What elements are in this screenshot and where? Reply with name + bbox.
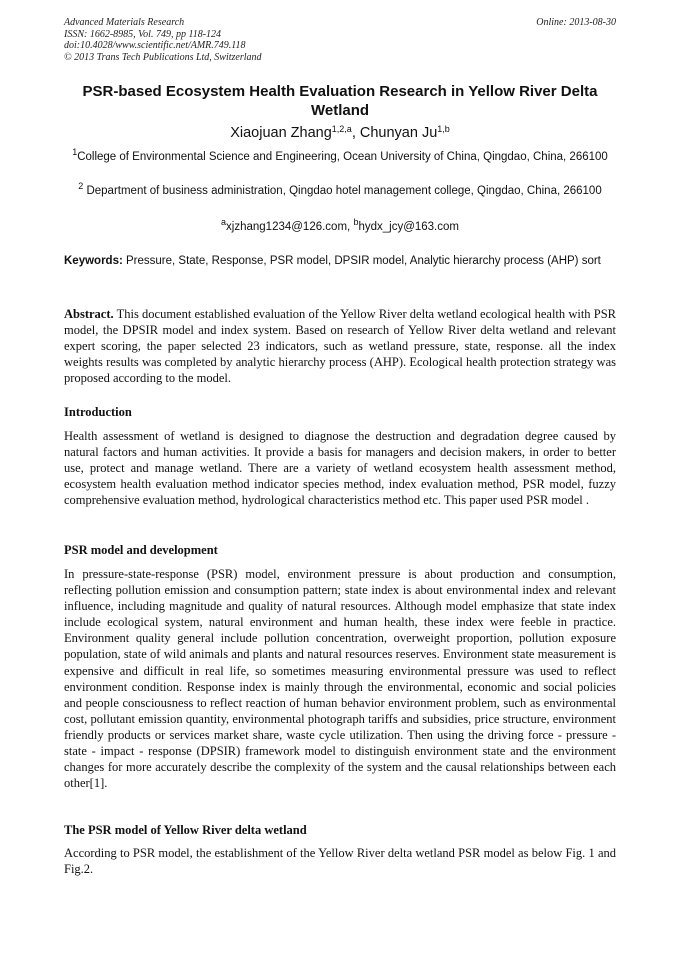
journal-issn: ISSN: 1662-8985, Vol. 749, pp 118-124 — [64, 28, 222, 40]
section-heading-yellow-river-psr: The PSR model of Yellow River delta wetland — [64, 823, 307, 837]
section-heading-psr-model: PSR model and development — [64, 543, 218, 557]
section-body-psr-model: In pressure-state-response (PSR) model, environment pressure is about production and consumption, reflecting pollution emission and consumption pattern; state index is about environmental index and relevant influence, including magnitude and quality of natural resources. Although model emphasize that state index include ecological system, natural environment and human health, these index were feeble in practice. Environment quality general include pollution concentration, overweight proportion, pollution exposure population, state of wild animals and plants and natural resources reserves. Environment state measurement is expensive and difficult in real life, so sometimes measuring environmental pressure was used to reflect environment condition. Response index is mainly through the environmental, economic and social policies and people consciousness to reflect reaction of human behavior environment problem, such as environmental cost, pollutant emission quantity, environmental photograph tariffs and subsidies, price structure, environment friendly products or services market share, waste cycle utilization. Then using the driving force - pressure - state - impact - response (DPSIR) framework model to distinguish environment state and the environment changes for more accurately describe the complexity of the system and the causal relationships between each other[1]. — [64, 567, 616, 791]
affiliation-2 — [64, 181, 616, 199]
author-emails — [64, 217, 616, 235]
journal-copyright: © 2013 Trans Tech Publications Ltd, Switzerland — [64, 51, 262, 63]
email-address: xjzhang1234@126.com, — [226, 221, 354, 233]
affiliation-text: Department of business administration, Qingdao hotel management college, Qingdao, China, 266100 — [83, 185, 602, 197]
abstract — [64, 306, 616, 386]
email-marker: b — [353, 217, 359, 227]
abstract-text: This document established evaluation of the Yellow River delta wetland ecological health with PSR model, the DPSIR model and index system. Based on research of Yellow River delta wetland and relevant expert scoring, the paper selected 23 indicators, such as wetland pressure, state, response. all the index weights results was completed by analytic hierarchy process (AHP). Ecological health protection strategy was proposed according to the model. — [64, 307, 616, 386]
author-list — [64, 124, 616, 142]
author-separator: , — [351, 125, 360, 141]
email-address: hydx_jcy@163.com — [358, 221, 459, 233]
section-body-yellow-river-psr: According to PSR model, the establishment of the Yellow River delta wetland PSR model as below Fig. 1 and Fig.2. — [64, 846, 616, 877]
author-name: Xiaojuan Zhang — [230, 125, 332, 141]
email-marker: a — [221, 217, 227, 227]
affiliation-text: College of Environmental Science and Engineering, Ocean University of China, Qingdao, China, 266100 — [77, 151, 608, 163]
journal-header — [64, 17, 616, 63]
author-affiliation-marker: 1,b — [437, 124, 450, 134]
affiliation-marker: 1 — [72, 147, 78, 157]
journal-doi: doi:10.4028/www.scientific.net/AMR.749.118 — [64, 40, 246, 52]
keywords-label: Keywords: — [64, 255, 123, 267]
affiliation-marker: 2 — [78, 181, 84, 191]
online-date: Online: 2013-08-30 — [536, 17, 616, 28]
author-name: Chunyan Ju — [359, 125, 438, 141]
keywords-text: Pressure, State, Response, PSR model, DPSIR model, Analytic hierarchy process (AHP) sort — [122, 255, 601, 267]
journal-name: Advanced Materials Research — [64, 17, 185, 28]
affiliation-1 — [64, 147, 616, 165]
keywords — [64, 254, 616, 270]
paper-title: PSR-based Ecosystem Health Evaluation Research in Yellow River Delta Wetland — [82, 83, 598, 119]
section-body-introduction: Health assessment of wetland is designed to diagnose the destruction and degradation degree caused by natural factors and human activities. It provide a basis for managers and decision makers, in order to better use, protect and manage wetland. There are a variety of wetland ecosystem health assessment method, ecosystem health evaluation method indicator species method, index evaluation method, PSR model, fuzzy comprehensive evaluation method, hydrological characteristics method etc. This paper used PSR model . — [64, 429, 616, 508]
section-heading-introduction: Introduction — [64, 405, 132, 419]
author-affiliation-marker: 1,2,a — [331, 124, 352, 134]
abstract-label: Abstract. — [64, 307, 114, 321]
